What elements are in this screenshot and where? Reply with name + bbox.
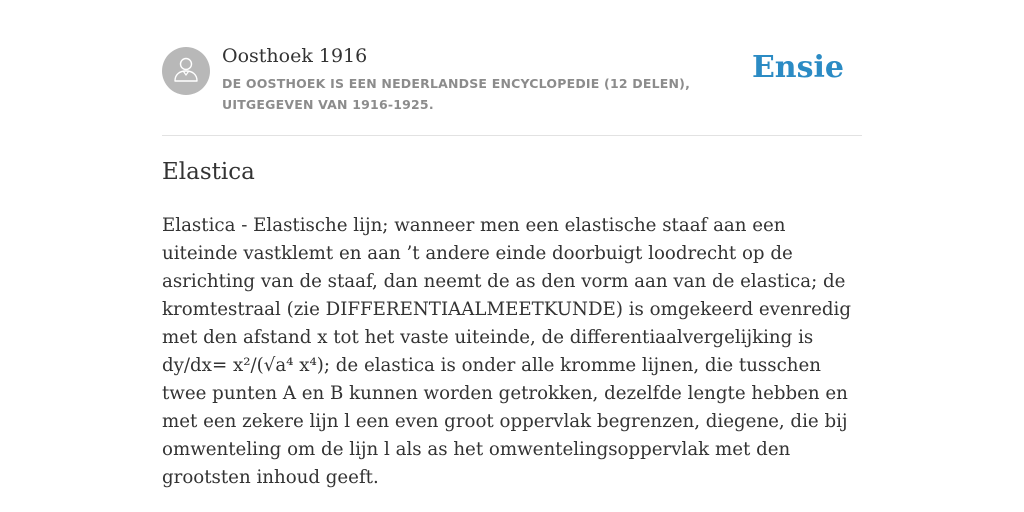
ensie-logo[interactable]: Ensie — [751, 50, 844, 85]
page — [162, 0, 862, 488]
author-description: DE OOSTHOEK IS EEN NEDERLANDSE ENCYCLOPEDIE (12 DELEN), UITGEGEVEN VAN 1916-1925. — [222, 76, 691, 112]
article-title: Elastica — [162, 159, 255, 185]
author-name[interactable]: Oosthoek 1916 — [222, 45, 368, 67]
article-body: Elastica - Elastische lijn; wanneer men een elastische staaf aan een uiteinde vastklemt en aan ’t andere einde doorbuigt loodrecht op de asrichting van de staaf, dan neemt de as den vorm aan van de elastica; de kromtestraal (zie DIFFERENTIAALMEETKUNDE) is omgekeerd evenredig met den afstand x tot het vaste uiteinde, de differentiaalvergelijking is dy/dx= x²/(√a⁴ x⁴); de elastica is onder alle kromme lijnen, die tusschen twee punten A en B kunnen worden getrokken, dezelfde lengte hebben en met een zekere lijn l een even groot oppervlak begrenzen, diegene, die bij omwenteling om de lijn l als as het omwentelingsoppervlak met den grootsten inhoud geeft. — [162, 215, 851, 488]
user-icon — [171, 54, 201, 89]
author-header — [162, 0, 862, 136]
avatar — [162, 47, 210, 95]
